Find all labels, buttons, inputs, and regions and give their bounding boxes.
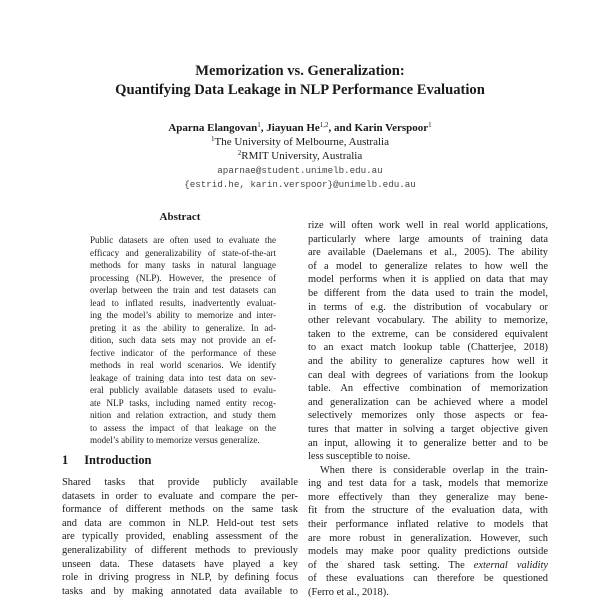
- abstract-body: [90, 234, 276, 447]
- text-line: particularly where large amounts of training data: [308, 233, 548, 245]
- author-affiliation-mark: 1,2: [319, 121, 329, 129]
- text-line: Shared tasks that provide publicly available: [62, 477, 298, 488]
- text-line: other relevant vocabulary. The ability to memorize,: [308, 315, 548, 327]
- text-line: (Ferro et al., 2018).: [308, 587, 389, 599]
- author-affiliation-mark: 1: [428, 121, 432, 129]
- text-segment: of the shared task setting. The: [308, 559, 474, 571]
- email-1: aparnae@student.unimelb.edu.au: [217, 165, 383, 176]
- section-title: Introduction: [84, 453, 152, 467]
- text-line: taken to the extreme, can be considered equivalent: [308, 328, 548, 340]
- author-separator: ,: [260, 122, 267, 134]
- text-line: to assess the impact of that leakage on the: [90, 422, 276, 433]
- text-line: less susceptible to noise.: [308, 451, 411, 463]
- text-line: unseen data. These datasets have played a key: [62, 558, 298, 570]
- text-line: efficacy and generalizability of state-of-the-art: [90, 247, 276, 258]
- text-line: model’s ability to memorize versus generalize.: [90, 435, 260, 445]
- text-line: model performs when it is applied on data that may: [308, 274, 548, 286]
- text-line: datasets in order to evaluate and compare the per-: [62, 490, 298, 502]
- text-line: and the ability to generalize captures how well it: [308, 355, 548, 367]
- text-line: formance of different methods on the same task: [62, 504, 298, 516]
- text-line: When there is considerable overlap in the train-: [320, 464, 548, 476]
- text-line: lead to inflated results, inadvertently evaluat-: [90, 297, 276, 308]
- text-line: their performance inflated relative to models that: [308, 519, 548, 531]
- text-line: and generalization can be achieved where a model: [308, 396, 548, 408]
- affiliation-mark: 1: [211, 135, 215, 143]
- text-line: to an exact match lookup table (Chatterjee, 2018): [308, 342, 548, 354]
- section-number: 1: [62, 453, 69, 467]
- text-line: nition and relation extraction, and study them: [90, 410, 276, 420]
- text-line: be different from the data used to train the model,: [308, 287, 548, 299]
- text-line: methods in real world scenarios. We identify: [90, 360, 276, 370]
- author-affiliation-mark: 1: [257, 121, 261, 129]
- author-list: [0, 121, 600, 135]
- text-line: tasks and by making annotated data available to: [62, 585, 298, 597]
- text-line: overlap between the train and test datasets can: [90, 285, 276, 295]
- text-line: more effectively than they generalize may bene-: [308, 491, 548, 503]
- affiliation-name: The University of Melbourne, Australia: [214, 136, 389, 148]
- introduction-body-left: [62, 476, 298, 598]
- text-line: preting it as the ability to generalize. In ad-: [90, 322, 276, 333]
- abstract-heading: Abstract: [159, 211, 201, 223]
- text-line: ing the model’s ability to memorize and inter-: [90, 310, 276, 320]
- introduction-body-right: [308, 219, 548, 600]
- author-name: Aparna Elangovan: [168, 122, 258, 134]
- text-line: methods for many tasks in natural language: [90, 260, 276, 270]
- author-name: Karin Verspoor: [354, 122, 429, 134]
- paper-title-line-2: Quantifying Data Leakage in NLP Performance Evaluation: [115, 82, 485, 98]
- affiliation-1: [0, 135, 600, 149]
- text-line: [308, 559, 548, 573]
- text-line: rize will often work well in real world applications,: [308, 220, 548, 231]
- paper-title-line-1: Memorization vs. Generalization:: [195, 63, 405, 79]
- affiliation-2: [0, 149, 600, 163]
- text-line: are available (Daelemans et al., 2005). The ability: [308, 247, 548, 259]
- text-line: table. An effective combination of memorization: [308, 383, 548, 395]
- text-line: eral publicly available datasets used to evalu-: [90, 385, 276, 395]
- text-line: generalizability of different methods to previously: [62, 544, 298, 556]
- author-name: Jiayuan He: [266, 122, 320, 134]
- text-line: of a model to generalize relates to how well the: [308, 260, 548, 272]
- text-line: an input, allowing it to generalize better and to be: [308, 437, 548, 449]
- affiliation-mark: 2: [237, 149, 242, 157]
- text-line: selectively memorizes only those aspects or fea-: [308, 410, 548, 422]
- text-line: fective indicator of the performance of these: [90, 347, 276, 358]
- text-line: and data are common in NLP. Held-out test sets: [62, 517, 298, 529]
- text-line: can deal with degrees of variations from the lookup: [308, 369, 548, 381]
- text-line: models may make poor quality predictions outside: [308, 546, 548, 558]
- text-line: tures that matter in solving a target objective given: [308, 423, 548, 435]
- text-line: leakage of training data into test data on sev-: [90, 372, 276, 383]
- text-line: in terms of e.g. the distribution of vocabulary or: [308, 301, 548, 313]
- email-2: {estrid.he, karin.verspoor}@unimelb.edu.au: [184, 179, 416, 190]
- text-line: of these evaluations can therefore be questioned: [308, 573, 548, 585]
- text-line: ate NLP tasks, including named entity recog-: [90, 397, 276, 408]
- text-line: fit from the structure of the evaluation data, with: [308, 505, 548, 517]
- italic-phrase: external validity: [473, 559, 548, 571]
- text-line: role in driving progress in NLP, by defining focus: [62, 572, 298, 584]
- text-line: are typically provided, enabling assessment of the: [62, 531, 298, 543]
- text-line: are more robust in generalization. However, such: [308, 532, 548, 544]
- text-line: dition, such data sets may not provide an ef-: [90, 335, 276, 345]
- affiliation-name: RMIT University, Australia: [241, 150, 363, 162]
- section-heading-introduction: [62, 453, 151, 468]
- text-line: processing (NLP). However, the presence of: [90, 272, 276, 283]
- text-line: Public datasets are often used to evaluate the: [90, 235, 276, 245]
- text-line: ing and test data for a task, models that memorize: [308, 478, 548, 490]
- author-separator: , and: [328, 122, 355, 134]
